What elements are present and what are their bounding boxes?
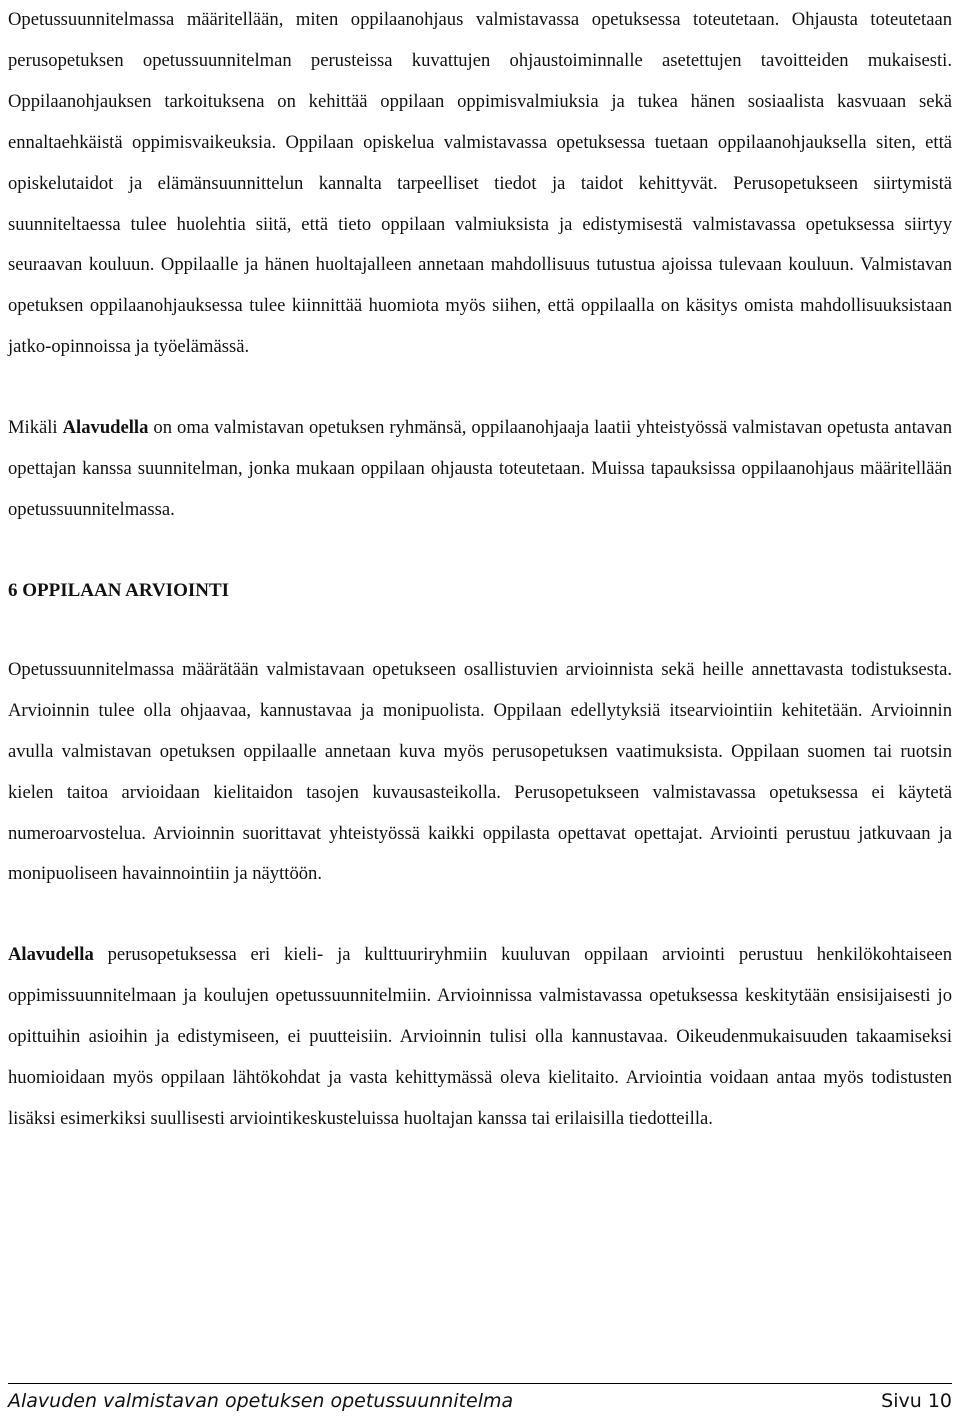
paragraph-body-text: on oma valmistavan opetuksen ryhmänsä, oppilaanohjaaja laatii yhteistyössä valmistavan opetusta antavan opettajan kanssa suunnitelman, jonka mukaan oppilaan ohjausta toteutetaan. Muissa tapauksissa oppilaanohjaus määritellään opetussuunnitelmassa. xyxy=(8,417,952,520)
page-footer xyxy=(8,1383,952,1414)
paragraph-assessment-general: Opetussuunnitelmassa määrätään valmistavaan opetukseen osallistuvien arvioinnista sekä heille annettavasta todistuksesta. Arvioinnin tulee olla ohjaavaa, kannustavaa ja monipuolista. Oppilaan edellytyksiä itsearviointiin kehitetään. Arvioinnin avulla valmistavan opetuksen oppilaalle annetaan kuva myös perusopetuksen vaatimuksista. Oppilaan suomen tai ruotsin kielen taitoa arvioidaan kielitaidon tasojen kuvausasteikolla. Perusopetukseen valmistavassa opetuksessa ei käytetä numeroarvostelua. Arvioinnin suorittavat yhteistyössä kaikki oppilasta opettavat opettajat. Arviointi perustuu jatkuvaan ja monipuoliseen havainnointiin ja näyttöön. xyxy=(8,658,952,885)
section-heading: 6 OPPILAAN ARVIOINTI xyxy=(8,579,230,601)
paragraph-alavus-guidance xyxy=(8,408,952,531)
municipality-name-bold: Alavudella xyxy=(62,417,149,439)
paragraph-spacer xyxy=(8,531,952,570)
paragraph-lead-text: Mikäli xyxy=(8,417,63,439)
paragraph-guidance-intro: Opetussuunnitelmassa määritellään, miten oppilaanohjaus valmistavassa opetuksessa toteutetaan. Ohjausta toteutetaan perusopetuksen opetussuunnitelman perusteissa kuvattujen ohjaustoiminnalle asetettujen tavoitteiden mukaisesti. Oppilaanohjauksen tarkoituksena on kehittää oppilaan oppimisvalmiuksia ja tukea hänen sosiaalista kasvuaan sekä ennaltaehkäistä oppimisvaikeuksia. Oppilaan opiskelua valmistavassa opetuksessa tuetaan oppilaanohjauksella siten, että opiskelutaidot ja elämänsuunnittelun kannalta tarpeelliset tiedot ja taidot kehittyvät. Perusopetukseen siirtymistä suunniteltaessa tulee huolehtia siitä, että tieto oppilaan valmiuksista ja edistymisestä valmistavassa opetuksessa siirtyy seuraavan kouluun. Oppilaalle ja hänen huoltajalleen annetaan mahdollisuus tutustua ajoissa tulevaan kouluun. Valmistavan opetuksen oppilaanohjauksessa tulee kiinnittää huomiota myös siihen, että oppilaalla on käsitys omista mahdollisuuksistaan jatko-opinnoissa ja työelämässä. xyxy=(8,9,952,358)
paragraph-spacer xyxy=(8,611,952,650)
paragraph-spacer xyxy=(8,895,952,935)
footer-page-number: Sivu 10 xyxy=(881,1390,952,1412)
municipality-name-bold: Alavudella xyxy=(8,944,94,966)
document-page xyxy=(8,0,952,1140)
footer-document-title: Alavuden valmistavan opetuksen opetussuunnitelma xyxy=(8,1390,514,1412)
paragraph-spacer xyxy=(8,368,952,408)
paragraph-alavus-assessment xyxy=(8,935,952,1140)
paragraph-body-text: perusopetuksessa eri kieli- ja kulttuuriryhmiin kuuluvan oppilaan arviointi perustuu henkilökohtaiseen oppimissuunnitelmaan ja koulujen opetussuunnitelmiin. Arvioinnissa valmistavassa opetuksessa keskitytään ensisijaisesti jo opittuihin asioihin ja edistymiseen, ei puutteisiin. Arvioinnin tulisi olla kannustavaa. Oikeudenmukaisuuden takaamiseksi huomioidaan myös oppilaan lähtökohdat ja vasta kehittymässä oleva kielitaito. Arviointia voidaan antaa myös todistusten lisäksi esimerkiksi suullisesti arviointikeskusteluissa huoltajan kanssa tai erilaisilla tiedotteilla. xyxy=(8,944,952,1129)
